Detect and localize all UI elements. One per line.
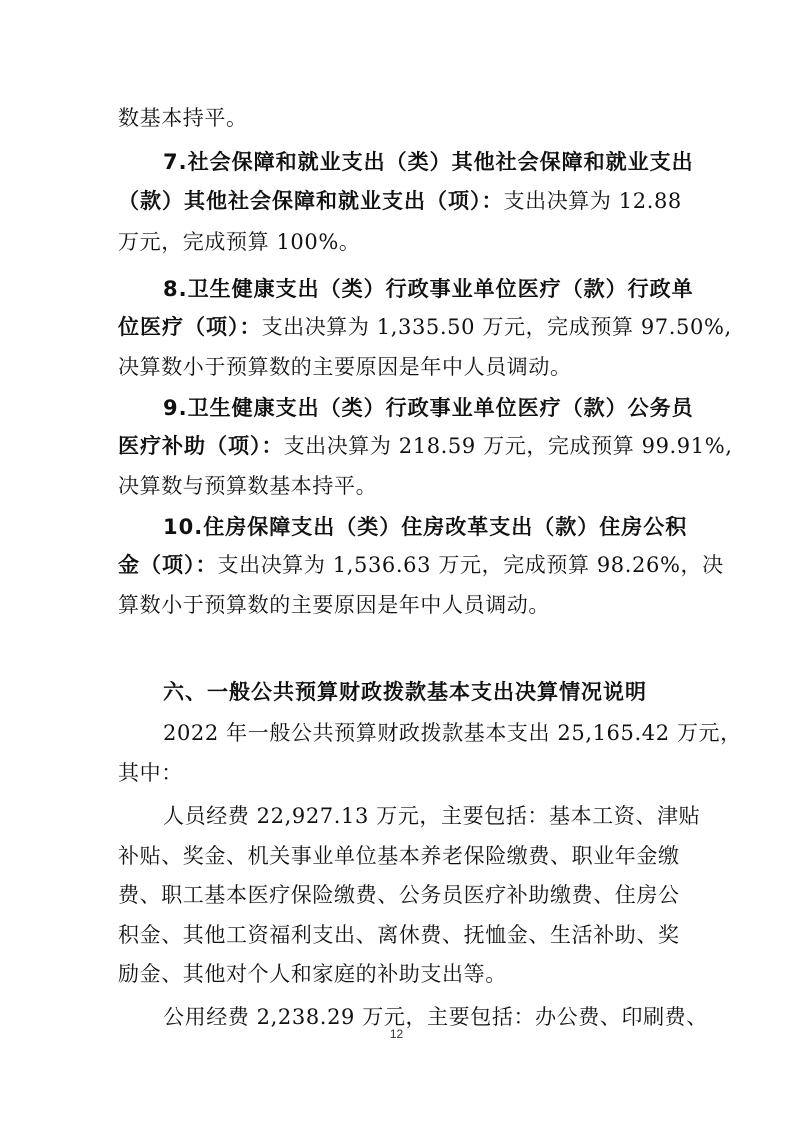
body-line: 补贴、奖金、机关事业单位基本养老保险缴费、职业年金缴 <box>118 844 680 868</box>
body-line: 费、职工基本医疗保险缴费、公务员医疗补助缴费、住房公 <box>118 883 680 907</box>
body-line: 算数小于预算数的主要原因是年中人员调动。 <box>118 593 550 617</box>
page-number: 12 <box>389 1027 404 1041</box>
subsection-line: 位医疗（项）：支出决算为 1,335.50 万元，完成预算 97.50%, <box>118 315 732 339</box>
body-line: 决算数小于预算数的主要原因是年中人员调动。 <box>118 355 572 379</box>
subsection-line: 金（项）：支出决算为 1,536.63 万元，完成预算 98.26%，决 <box>118 553 724 577</box>
body-line: 万元，完成预算 100%。 <box>118 230 361 254</box>
subsection-line: 医疗补助（项）：支出决算为 218.59 万元，完成预算 99.91%, <box>118 434 733 458</box>
body-line: 决算数与预算数基本持平。 <box>118 474 378 498</box>
body-line: 数基本持平。 <box>118 106 248 130</box>
section-heading: 六、一般公共预算财政拨款基本支出决算情况说明 <box>163 680 647 704</box>
body-line: 公用经费 2,238.29 万元，主要包括：办公费、印刷费、 <box>163 1005 708 1029</box>
body-line: 积金、其他工资福利支出、离休费、抚恤金、生活补助、奖 <box>118 923 680 947</box>
subsection-line: 7.社会保障和就业支出（类）其他社会保障和就业支出 <box>163 150 694 174</box>
subsection-line: 9.卫生健康支出（类）行政事业单位医疗（款）公务员 <box>163 396 694 420</box>
body-line: 励金、其他对个人和家庭的补助支出等。 <box>118 962 507 986</box>
subsection-line: （款）其他社会保障和就业支出（项）：支出决算为 12.88 <box>118 189 682 213</box>
body-line: 2022 年一般公共预算财政拨款基本支出 25,165.42 万元， <box>163 721 742 745</box>
subsection-line: 10.住房保障支出（类）住房改革支出（款）住房公积 <box>163 515 688 539</box>
subsection-line: 8.卫生健康支出（类）行政事业单位医疗（款）行政单 <box>163 277 694 301</box>
body-line: 其中： <box>118 761 183 785</box>
body-line: 人员经费 22,927.13 万元，主要包括：基本工资、津贴 <box>163 804 701 828</box>
